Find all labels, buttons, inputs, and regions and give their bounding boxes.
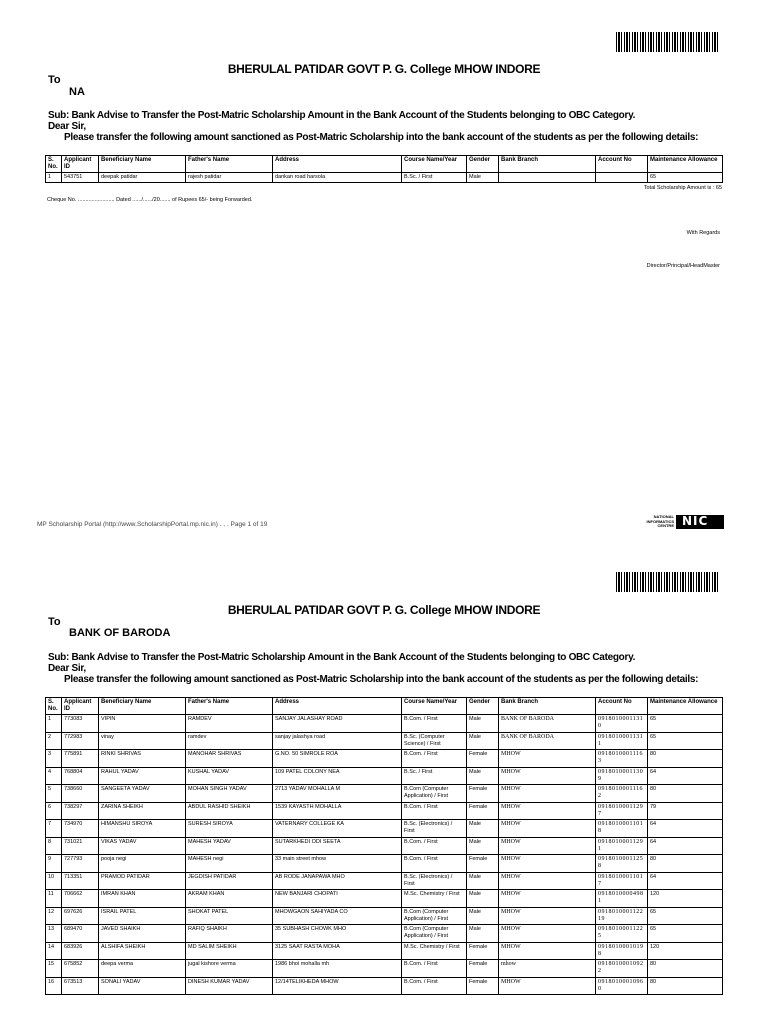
column-header: Course Name/Year <box>402 698 467 715</box>
column-header: Account No <box>596 156 648 173</box>
column-header: S. No. <box>46 698 62 715</box>
table-cell: IMRAN KHAN <box>99 890 186 908</box>
table-cell: Female <box>467 802 499 820</box>
table-cell: JEGDISH PATIDAR <box>186 872 273 890</box>
table-cell: 3125 SAAT RASTA MOHA <box>273 942 402 960</box>
table-cell: DINESH KUMAR YADAV <box>186 977 273 995</box>
table-cell: 35 SUBHASH CHOWK MHO <box>273 925 402 943</box>
table-cell: 0918010001019 8 <box>596 942 648 960</box>
table-cell: Female <box>467 855 499 873</box>
table-cell: B.Sc. (Electronics) / First <box>402 820 467 838</box>
table-cell: 0918010001125 8 <box>596 855 648 873</box>
table-cell: AB RODE JANAPAWA MHO <box>273 872 402 890</box>
table-cell: B.Sc. (Computer Science) / First <box>402 732 467 750</box>
page-footer: MP Scholarship Portal (http://www.ScholarshipPortal.mp.nic.in) . , . Page 1 of 19 <box>37 521 268 528</box>
table-cell: 10 <box>46 872 62 890</box>
table-row <box>46 715 723 733</box>
page1-to-label: To <box>48 74 61 86</box>
table-cell: 689470 <box>62 925 99 943</box>
table-cell: 738660 <box>62 785 99 803</box>
page2-to-label: To <box>48 616 61 628</box>
table-cell: 65 <box>648 173 723 183</box>
table-cell: 734970 <box>62 820 99 838</box>
table-cell: Female <box>467 785 499 803</box>
table-cell: 0918010000498 1 <box>596 890 648 908</box>
table-cell: rajesh patidar <box>186 173 273 183</box>
table-cell: MANOHAR SHRIVAS <box>186 750 273 768</box>
page2-salutation: Dear Sir, <box>48 663 86 674</box>
table-cell: ramdev <box>186 732 273 750</box>
page2-college-title: BHERULAL PATIDAR GOVT P. G. College MHOW INDORE <box>227 603 541 617</box>
column-header: Course Name/Year <box>402 156 467 173</box>
table-cell: 80 <box>648 977 723 995</box>
nic-logo-text: NATIONAL INFORMATICS CENTRE <box>646 514 674 528</box>
column-header: Bank Branch <box>499 156 596 173</box>
table-cell: RINKI SHRIVAS <box>99 750 186 768</box>
table-cell: MHOW <box>499 820 596 838</box>
page2-subject: Sub: Bank Advise to Transfer the Post-Matric Scholarship Amount in the Bank Account of the Students belonging to OBC Category. <box>48 652 636 663</box>
table-cell: 3 <box>46 750 62 768</box>
table-cell: RAHUL YADAV <box>99 767 186 785</box>
table-cell: MHOW <box>499 907 596 925</box>
table-cell: 64 <box>648 837 723 855</box>
table-cell: 675852 <box>62 960 99 978</box>
table-cell: MHOW <box>499 872 596 890</box>
table-cell: G.NO. 50 SIMROLE ROA <box>273 750 402 768</box>
table-cell: 64 <box>648 767 723 785</box>
table-cell: B.Com (Computer Application) / First <box>402 925 467 943</box>
column-header: Applicant ID <box>62 156 99 173</box>
table-cell: dankan road harsola <box>273 173 402 183</box>
table-cell: 80 <box>648 960 723 978</box>
table-cell: MHOWGAON SAHIYADA CO <box>273 907 402 925</box>
table-cell <box>499 173 596 183</box>
table-cell: 12/14TELIKHEDA MHOW <box>273 977 402 995</box>
table-cell: mhow <box>499 960 596 978</box>
table-cell: 1986 bhoi mohalla mh <box>273 960 402 978</box>
table-cell: 80 <box>648 855 723 873</box>
table-cell: SONALI YADAV <box>99 977 186 995</box>
column-header: Gender <box>467 698 499 715</box>
table-cell: MHOW <box>499 890 596 908</box>
table-cell: 697626 <box>62 907 99 925</box>
table-row <box>46 925 723 943</box>
table-cell: Male <box>467 837 499 855</box>
table-cell: 2713 YADAV MOHALLA M <box>273 785 402 803</box>
table-row <box>46 785 723 803</box>
total-amount: Total Scholarship Amount is : 65 <box>643 185 722 191</box>
table-cell: 0918010001130 9 <box>596 767 648 785</box>
table-cell: 33 main street mhow <box>273 855 402 873</box>
table-cell: VIKAS YADAV <box>99 837 186 855</box>
table-cell: Male <box>467 925 499 943</box>
table-cell: SURESH SIROYA <box>186 820 273 838</box>
table-cell: B.Sc. / First <box>402 767 467 785</box>
table-cell: 12 <box>46 907 62 925</box>
table-cell: 683926 <box>62 942 99 960</box>
table-cell: 773083 <box>62 715 99 733</box>
table-cell: 706662 <box>62 890 99 908</box>
table-cell: 120 <box>648 942 723 960</box>
column-header: Beneficiary Name <box>99 698 186 715</box>
table-cell: RAMDEV <box>186 715 273 733</box>
table-cell: KUSHAL YADAV <box>186 767 273 785</box>
table-cell: MHOW <box>499 837 596 855</box>
table-cell: Male <box>467 907 499 925</box>
table-cell: pooja negi <box>99 855 186 873</box>
table-cell: MAHESH negi <box>186 855 273 873</box>
column-header: Maintenance Allowance <box>648 698 723 715</box>
table-cell: 713351 <box>62 872 99 890</box>
table-cell: Male <box>467 715 499 733</box>
column-header: Father's Name <box>186 698 273 715</box>
table-cell: HIMANSHU SIROYA <box>99 820 186 838</box>
table-cell: MAHESH YADAV <box>186 837 273 855</box>
barcode-image <box>616 32 720 52</box>
table-cell: 731021 <box>62 837 99 855</box>
table-cell: ALSHIFA SHEIKH <box>99 942 186 960</box>
table-cell: MHOW <box>499 942 596 960</box>
table-cell: Female <box>467 977 499 995</box>
table-cell: B.Com. / First <box>402 837 467 855</box>
table-cell: 2 <box>46 732 62 750</box>
table-cell: jugal kishore verma <box>186 960 273 978</box>
table-cell: MHOW <box>499 785 596 803</box>
table-cell: 772983 <box>62 732 99 750</box>
page1-college-title: BHERULAL PATIDAR GOVT P. G. College MHOW INDORE <box>227 62 541 76</box>
table-cell: 0918010001122 5 <box>596 925 648 943</box>
table-cell: NEW BANJARI CHOPATI <box>273 890 402 908</box>
table-cell: 1 <box>46 715 62 733</box>
table-cell: SUTARKHEDI ODI SEETA <box>273 837 402 855</box>
table-cell: 775891 <box>62 750 99 768</box>
barcode-image <box>616 572 720 592</box>
table-cell: MHOW <box>499 977 596 995</box>
table-cell: ZARINA SHEIKH <box>99 802 186 820</box>
table-cell: sanjay jalashya road <box>273 732 402 750</box>
table-cell: Male <box>467 767 499 785</box>
table-cell: 1 <box>46 173 62 183</box>
nic-logo-mark: NIC <box>676 515 724 529</box>
table-cell: 15 <box>46 960 62 978</box>
table-cell: AKRAM KHAN <box>186 890 273 908</box>
table-cell: MHOW <box>499 767 596 785</box>
table-cell: B.Com. / First <box>402 802 467 820</box>
table-cell: 13 <box>46 925 62 943</box>
table-cell: 727793 <box>62 855 99 873</box>
table-cell: B.Com. / First <box>402 750 467 768</box>
table-header-row <box>46 156 723 173</box>
table-cell: Male <box>467 820 499 838</box>
table-cell: 65 <box>648 907 723 925</box>
table-row <box>46 960 723 978</box>
table-cell: SANGEETA YADAV <box>99 785 186 803</box>
table-cell: 11 <box>46 890 62 908</box>
table-cell: 0918010001116 2 <box>596 785 648 803</box>
table-cell: 0918010001131 1 <box>596 732 648 750</box>
table-cell: 5 <box>46 785 62 803</box>
table-cell: MHOW <box>499 855 596 873</box>
table-cell: 6 <box>46 802 62 820</box>
table-cell: SHOKAT PATEL <box>186 907 273 925</box>
table-cell: 80 <box>648 750 723 768</box>
table-row <box>46 837 723 855</box>
column-header: S. No. <box>46 156 62 173</box>
table-row <box>46 890 723 908</box>
table-row <box>46 173 723 183</box>
table-cell: 65 <box>648 925 723 943</box>
table-cell: M.Sc. Chemistry / First <box>402 942 467 960</box>
page1-body-text: Please transfer the following amount sanctioned as Post-Matric Scholarship into the bank account of the students as per the following details: <box>64 132 699 143</box>
table-header-row <box>46 698 723 715</box>
table-cell: 738297 <box>62 802 99 820</box>
table-cell: B.Com (Computer Application) / First <box>402 907 467 925</box>
table-cell: ABDUL RASHID SHEIKH <box>186 802 273 820</box>
table-cell: 16 <box>46 977 62 995</box>
table-cell: BANK OF BARODA <box>499 732 596 750</box>
table-cell: B.Com. / First <box>402 960 467 978</box>
table-cell: ISRAIL PATEL <box>99 907 186 925</box>
table-cell: 0918010001129 1 <box>596 837 648 855</box>
table-cell: VIPIN <box>99 715 186 733</box>
table-cell: B.Sc. (Electronics) / First <box>402 872 467 890</box>
table-cell: 8 <box>46 837 62 855</box>
table-row <box>46 942 723 960</box>
table-cell: Male <box>467 173 499 183</box>
table-cell: MHOW <box>499 750 596 768</box>
signatory-text: Director/Principal/HeadMaster <box>646 263 720 269</box>
column-header: Gender <box>467 156 499 173</box>
table-cell: deepak patidar <box>99 173 186 183</box>
table-cell: Male <box>467 732 499 750</box>
page2-to-value: BANK OF BARODA <box>69 627 171 639</box>
table-cell: 1539 KAYASTH MOHALLA <box>273 802 402 820</box>
table-cell: MHOW <box>499 802 596 820</box>
table-row <box>46 907 723 925</box>
table-cell: 4 <box>46 767 62 785</box>
table-cell: Male <box>467 872 499 890</box>
page1-student-table <box>45 155 723 183</box>
table-row <box>46 732 723 750</box>
table-cell: 543751 <box>62 173 99 183</box>
table-cell: 64 <box>648 820 723 838</box>
table-cell <box>596 173 648 183</box>
table-cell: 79 <box>648 802 723 820</box>
table-cell: M.Sc. Chemistry / First <box>402 890 467 908</box>
table-cell: MOHAN SINGH YADAV <box>186 785 273 803</box>
table-cell: 120 <box>648 890 723 908</box>
column-header: Bank Branch <box>499 698 596 715</box>
column-header: Applicant ID <box>62 698 99 715</box>
page2-student-table <box>45 697 723 995</box>
table-cell: B.Com. / First <box>402 855 467 873</box>
table-cell: VATERNARY COLLEGE KA <box>273 820 402 838</box>
table-cell: 0918010001131 0 <box>596 715 648 733</box>
table-row <box>46 820 723 838</box>
table-cell: 0918010001092 2 <box>596 960 648 978</box>
table-cell: Female <box>467 750 499 768</box>
table-cell: B.Sc. / First <box>402 173 467 183</box>
page1-subject: Sub: Bank Advise to Transfer the Post-Matric Scholarship Amount in the Bank Account of the Students belonging to OBC Category. <box>48 110 636 121</box>
table-cell: vinay <box>99 732 186 750</box>
table-cell: 673513 <box>62 977 99 995</box>
column-header: Father's Name <box>186 156 273 173</box>
table-cell: 14 <box>46 942 62 960</box>
page1-salutation: Dear Sir, <box>48 121 86 132</box>
table-cell: 0918010001101 8 <box>596 820 648 838</box>
table-cell: deepa verma <box>99 960 186 978</box>
table-cell: SANJAY JALASHAY ROAD <box>273 715 402 733</box>
table-cell: 0918010001096 0 <box>596 977 648 995</box>
table-cell: JAVED SHAIKH <box>99 925 186 943</box>
table-cell: 9 <box>46 855 62 873</box>
table-cell: B.Com. / First <box>402 977 467 995</box>
cheque-line: Cheque No. ........................ Dated ....../....../20....... of Rupees 65/- being Forwarded. <box>47 197 253 203</box>
table-row <box>46 977 723 995</box>
table-cell: B.Com. / First <box>402 715 467 733</box>
table-cell: 65 <box>648 732 723 750</box>
table-cell: MHOW <box>499 925 596 943</box>
table-cell: 80 <box>648 785 723 803</box>
table-cell: 0918010001101 7 <box>596 872 648 890</box>
column-header: Beneficiary Name <box>99 156 186 173</box>
regards-text: With Regards <box>686 230 720 236</box>
table-cell: 768804 <box>62 767 99 785</box>
column-header: Address <box>273 698 402 715</box>
table-cell: PRAMOD PATIDAR <box>99 872 186 890</box>
table-cell: Male <box>467 890 499 908</box>
table-cell: 64 <box>648 872 723 890</box>
page1-to-value: NA <box>69 86 85 98</box>
table-row <box>46 855 723 873</box>
table-cell: 0918010001116 3 <box>596 750 648 768</box>
column-header: Maintenance Allowance <box>648 156 723 173</box>
table-cell: 0918010001129 7 <box>596 802 648 820</box>
page2-body-text: Please transfer the following amount sanctioned as Post-Matric Scholarship into the bank account of the students as per the following details: <box>64 674 699 685</box>
table-row <box>46 872 723 890</box>
column-header: Account No <box>596 698 648 715</box>
table-row <box>46 750 723 768</box>
table-cell: 7 <box>46 820 62 838</box>
table-cell: 0918010001122 19 <box>596 907 648 925</box>
table-row <box>46 802 723 820</box>
table-cell: Female <box>467 960 499 978</box>
table-cell: MD SALIM SHEIKH <box>186 942 273 960</box>
column-header: Address <box>273 156 402 173</box>
table-cell: 109 PATEL COLONY NEA <box>273 767 402 785</box>
table-cell: B.Com (Computer Application) / First <box>402 785 467 803</box>
table-cell: RAFIQ SHAIKH <box>186 925 273 943</box>
nic-logo <box>632 513 724 531</box>
table-cell: 65 <box>648 715 723 733</box>
table-row <box>46 767 723 785</box>
table-cell: BANK OF BARODA <box>499 715 596 733</box>
table-cell: Female <box>467 942 499 960</box>
